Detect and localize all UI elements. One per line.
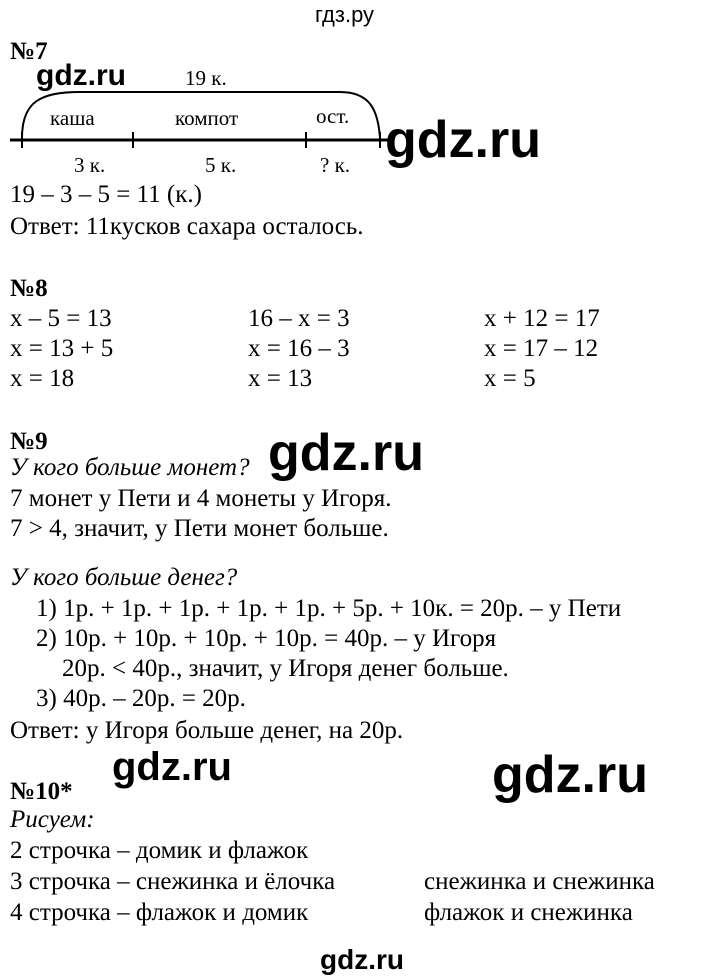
task-10-intro: Рисуем: — [10, 806, 95, 833]
task-10-row3b: флажок и снежинка — [424, 899, 633, 926]
task-7-title: №7 — [10, 38, 48, 65]
watermark-2: gdz.ru — [385, 111, 541, 169]
watermark-1: gdz.ru — [36, 59, 126, 92]
diagram-total: 19 к. — [185, 66, 227, 90]
task-10-row3: 4 строчка – флажок и домик — [10, 899, 309, 926]
task-9-title: №9 — [10, 428, 48, 455]
diagram-val1: 3 к. — [74, 153, 106, 177]
task-10-title: №10* — [10, 778, 73, 805]
task-9-answer: Ответ: у Игоря больше денег, на 20р. — [10, 717, 404, 744]
eq-1-1: x – 5 = 13 — [10, 305, 112, 332]
eq-2-2: x = 16 – 3 — [248, 335, 350, 362]
eq-2-1: 16 – x = 3 — [248, 305, 350, 332]
task-10-row2b: снежинка и снежинка — [424, 868, 655, 895]
task-9-step1: 1) 1р. + 1р. + 1р. + 1р. + 1р. + 5р. + 10к. = 20р. – у Пети — [36, 595, 622, 622]
task-9-step2-note: 20р. < 40р., значит, у Игоря денег больше. — [62, 655, 509, 682]
task-7-line1: 19 – 3 – 5 = 11 (к.) — [10, 181, 202, 208]
diagram-seg3: ост. — [316, 104, 350, 128]
task-8-title: №8 — [10, 275, 48, 302]
watermark-3: gdz.ru — [268, 424, 424, 482]
diagram-val2: 5 к. — [205, 153, 237, 177]
eq-2-3: x = 13 — [248, 365, 313, 392]
task-9-line1: 7 монет у Пети и 4 монеты у Игоря. — [10, 485, 392, 512]
eq-3-2: x = 17 – 12 — [484, 335, 599, 362]
eq-3-1: x + 12 = 17 — [484, 305, 600, 332]
watermark-5: gdz.ru — [492, 746, 648, 804]
eq-1-3: x = 18 — [10, 365, 75, 392]
diagram-seg1: каша — [50, 106, 95, 130]
watermark-4: gdz.ru — [112, 745, 232, 789]
diagram-val3: ? к. — [320, 153, 351, 177]
task-9-question2: У кого больше денег? — [10, 564, 238, 591]
segment-diagram — [0, 60, 400, 185]
site-header: гдз.ру — [315, 2, 375, 27]
task-9-step2: 2) 10р. + 10р. + 10р. + 10р. = 40р. – у Игоря — [36, 625, 497, 652]
task-9-step3: 3) 40р. – 20р. = 20р. — [36, 685, 246, 712]
task-10-row1: 2 строчка – домик и флажок — [10, 837, 309, 864]
diagram-seg2: компот — [175, 106, 239, 130]
task-9-line2: 7 > 4, значит, у Пети монет больше. — [10, 515, 389, 542]
footer-watermark: gdz.ru — [320, 944, 404, 975]
task-9-question1: У кого больше монет? — [10, 454, 250, 481]
task-10-row2: 3 строчка – снежинка и ёлочка — [10, 868, 336, 895]
eq-3-3: x = 5 — [484, 365, 536, 392]
task-7-answer: Ответ: 11кусков сахара осталось. — [10, 213, 364, 240]
eq-1-2: x = 13 + 5 — [10, 335, 114, 362]
